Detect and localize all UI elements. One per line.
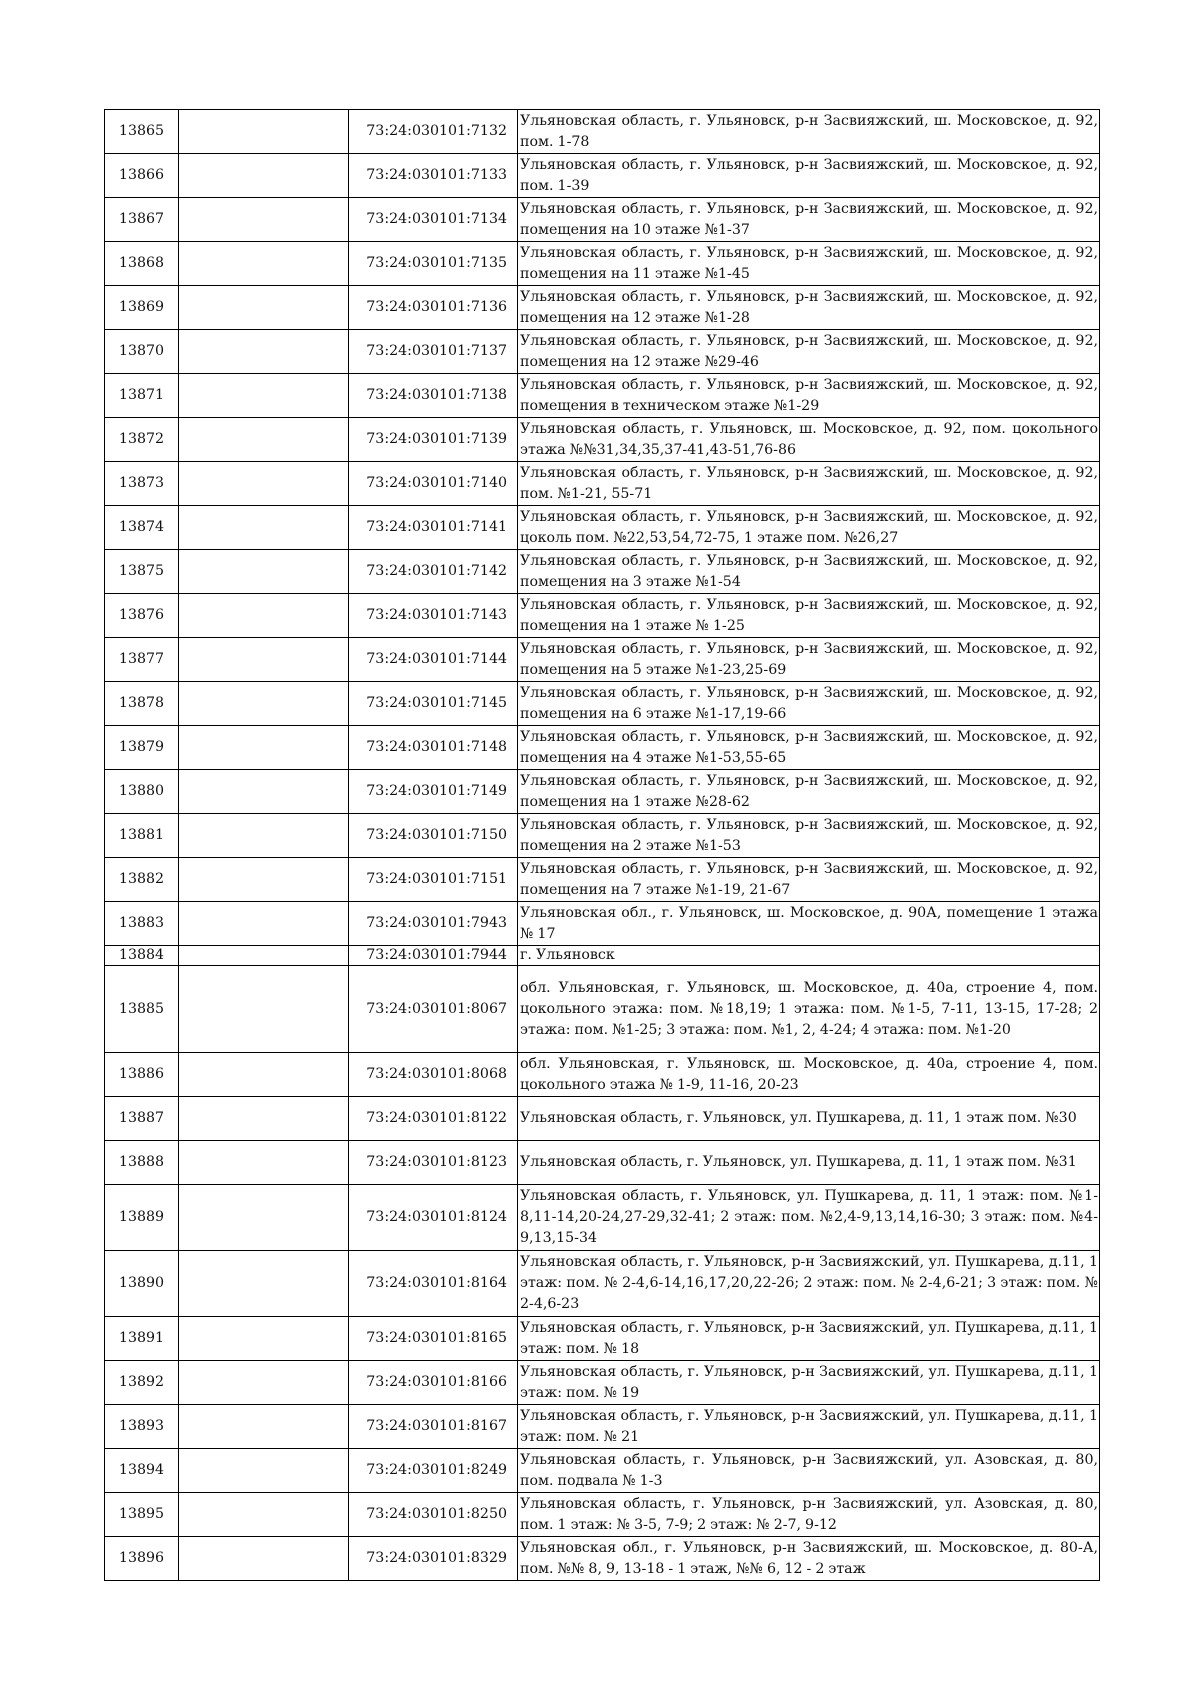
- empty-cell: [179, 1141, 349, 1185]
- table-row: [105, 946, 1100, 966]
- row-number-cell: 13884: [105, 946, 179, 966]
- table-row: [105, 462, 1100, 506]
- address-cell: Ульяновская обл., г. Ульяновск, ш. Московское, д. 90А, помещение 1 этажа № 17: [518, 902, 1100, 946]
- address-cell: Ульяновская область, г. Ульяновск, р-н Засвияжский, ул. Пушкарева, д.11, 1 этаж: пом. № 21: [518, 1405, 1100, 1449]
- row-number-cell: 13881: [105, 814, 179, 858]
- table-row: [105, 1361, 1100, 1405]
- address-cell: Ульяновская область, г. Ульяновск, р-н Засвияжский, ш. Московское, д. 92, пом. 1-78: [518, 110, 1100, 154]
- address-cell: Ульяновская область, г. Ульяновск, р-н Засвияжский, ул. Пушкарева, д.11, 1 этаж: пом. № 19: [518, 1361, 1100, 1405]
- cadastral-number-cell: 73:24:030101:8122: [349, 1097, 518, 1141]
- row-number-cell: 13874: [105, 506, 179, 550]
- cadastral-number-cell: 73:24:030101:7138: [349, 374, 518, 418]
- table-row: [105, 1251, 1100, 1317]
- table-row: [105, 1097, 1100, 1141]
- cadastral-number-cell: 73:24:030101:8166: [349, 1361, 518, 1405]
- row-number-cell: 13869: [105, 286, 179, 330]
- row-number-cell: 13871: [105, 374, 179, 418]
- cadastral-number-cell: 73:24:030101:8124: [349, 1185, 518, 1251]
- cadastral-number-cell: 73:24:030101:7151: [349, 858, 518, 902]
- row-number-cell: 13887: [105, 1097, 179, 1141]
- table-row: [105, 418, 1100, 462]
- table-row: [105, 242, 1100, 286]
- table-row: [105, 966, 1100, 1053]
- row-number-cell: 13865: [105, 110, 179, 154]
- row-number-cell: 13886: [105, 1053, 179, 1097]
- empty-cell: [179, 1097, 349, 1141]
- table-row: [105, 1053, 1100, 1097]
- cadastral-number-cell: 73:24:030101:7148: [349, 726, 518, 770]
- row-number-cell: 13893: [105, 1405, 179, 1449]
- table-row: [105, 1317, 1100, 1361]
- empty-cell: [179, 1405, 349, 1449]
- address-cell: Ульяновская область, г. Ульяновск, ул. Пушкарева, д. 11, 1 этаж: пом. №1-8,11-14,20-24,27-29,32-41; 2 этаж: пом. №2,4-9,13,14,16-30; 3 этаж: пом. №4-9,13,15-34: [518, 1185, 1100, 1251]
- empty-cell: [179, 242, 349, 286]
- row-number-cell: 13866: [105, 154, 179, 198]
- address-cell: Ульяновская область, г. Ульяновск, р-н Засвияжский, ш. Московское, д. 92, помещения на 1 этаже № 1-25: [518, 594, 1100, 638]
- cadastral-number-cell: 73:24:030101:7140: [349, 462, 518, 506]
- address-cell: Ульяновская область, г. Ульяновск, р-н Засвияжский, ш. Московское, д. 92, помещения на 7 этаже №1-19, 21-67: [518, 858, 1100, 902]
- row-number-cell: 13872: [105, 418, 179, 462]
- cadastral-number-cell: 73:24:030101:8249: [349, 1449, 518, 1493]
- table-row: [105, 1493, 1100, 1537]
- empty-cell: [179, 1537, 349, 1581]
- empty-cell: [179, 770, 349, 814]
- address-cell: Ульяновская область, г. Ульяновск, р-н Засвияжский, ул. Азовская, д. 80, пом. 1 этаж: № 3-5, 7-9; 2 этаж: № 2-7, 9-12: [518, 1493, 1100, 1537]
- row-number-cell: 13870: [105, 330, 179, 374]
- cadastral-number-cell: 73:24:030101:8250: [349, 1493, 518, 1537]
- address-cell: Ульяновская область, г. Ульяновск, р-н Засвияжский, ул. Пушкарева, д.11, 1 этаж: пом. № 18: [518, 1317, 1100, 1361]
- cadastral-number-cell: 73:24:030101:7150: [349, 814, 518, 858]
- row-number-cell: 13882: [105, 858, 179, 902]
- cadastral-number-cell: 73:24:030101:7143: [349, 594, 518, 638]
- table-row: [105, 682, 1100, 726]
- empty-cell: [179, 110, 349, 154]
- empty-cell: [179, 726, 349, 770]
- address-cell: обл. Ульяновская, г. Ульяновск, ш. Московское, д. 40а, строение 4, пом. цокольного этажа № 1-9, 11-16, 20-23: [518, 1053, 1100, 1097]
- row-number-cell: 13879: [105, 726, 179, 770]
- address-cell: обл. Ульяновская, г. Ульяновск, ш. Московское, д. 40а, строение 4, пом. цокольного этажа: пом. №18,19; 1 этажа: пом. №1-5, 7-11, 13-15, 17-28; 2 этажа: пом. №1-25; 3 этажа: пом. №1, 2, 4-24; 4 этажа: пом. №1-20: [518, 966, 1100, 1053]
- cadastral-number-cell: 73:24:030101:8123: [349, 1141, 518, 1185]
- row-number-cell: 13894: [105, 1449, 179, 1493]
- table-row: [105, 374, 1100, 418]
- table-row: [105, 1537, 1100, 1581]
- address-cell: Ульяновская область, г. Ульяновск, р-н Засвияжский, ш. Московское, д. 92, помещения на 1 этаже №28-62: [518, 770, 1100, 814]
- empty-cell: [179, 550, 349, 594]
- empty-cell: [179, 1185, 349, 1251]
- cadastral-number-cell: 73:24:030101:7145: [349, 682, 518, 726]
- table-row: [105, 198, 1100, 242]
- empty-cell: [179, 902, 349, 946]
- row-number-cell: 13892: [105, 1361, 179, 1405]
- row-number-cell: 13878: [105, 682, 179, 726]
- empty-cell: [179, 330, 349, 374]
- empty-cell: [179, 594, 349, 638]
- cadastral-number-cell: 73:24:030101:8329: [349, 1537, 518, 1581]
- address-cell: г. Ульяновск: [518, 946, 1100, 966]
- row-number-cell: 13873: [105, 462, 179, 506]
- cadastral-number-cell: 73:24:030101:8165: [349, 1317, 518, 1361]
- empty-cell: [179, 462, 349, 506]
- table-row: [105, 1405, 1100, 1449]
- cadastral-number-cell: 73:24:030101:7132: [349, 110, 518, 154]
- address-cell: Ульяновская область, г. Ульяновск, ш. Московское, д. 92, пом. цокольного этажа №№31,34,35,37-41,43-51,76-86: [518, 418, 1100, 462]
- cadastral-number-cell: 73:24:030101:7137: [349, 330, 518, 374]
- table-row: [105, 550, 1100, 594]
- cadastral-number-cell: 73:24:030101:8164: [349, 1251, 518, 1317]
- row-number-cell: 13885: [105, 966, 179, 1053]
- empty-cell: [179, 1317, 349, 1361]
- empty-cell: [179, 286, 349, 330]
- empty-cell: [179, 1449, 349, 1493]
- empty-cell: [179, 682, 349, 726]
- row-number-cell: 13880: [105, 770, 179, 814]
- cadastral-number-cell: 73:24:030101:7149: [349, 770, 518, 814]
- address-cell: Ульяновская область, г. Ульяновск, р-н Засвияжский, ш. Московское, д. 92, пом. 1-39: [518, 154, 1100, 198]
- row-number-cell: 13877: [105, 638, 179, 682]
- row-number-cell: 13896: [105, 1537, 179, 1581]
- table-row: [105, 154, 1100, 198]
- address-cell: Ульяновская область, г. Ульяновск, ул. Пушкарева, д. 11, 1 этаж пом. №30: [518, 1097, 1100, 1141]
- empty-cell: [179, 154, 349, 198]
- cadastral-number-cell: 73:24:030101:7943: [349, 902, 518, 946]
- address-cell: Ульяновская область, г. Ульяновск, р-н Засвияжский, ш. Московское, д. 92, цоколь пом. №22,53,54,72-75, 1 этаже пом. №26,27: [518, 506, 1100, 550]
- row-number-cell: 13868: [105, 242, 179, 286]
- table-row: [105, 1141, 1100, 1185]
- empty-cell: [179, 858, 349, 902]
- address-cell: Ульяновская область, г. Ульяновск, р-н Засвияжский, ул. Пушкарева, д.11, 1 этаж: пом. № 2-4,6-14,16,17,20,22-26; 2 этаж: пом. № 2-4,6-21; 3 этаж: пом. № 2-4,6-23: [518, 1251, 1100, 1317]
- address-cell: Ульяновская область, г. Ульяновск, р-н Засвияжский, ш. Московское, д. 92, помещения на 11 этаже №1-45: [518, 242, 1100, 286]
- empty-cell: [179, 1053, 349, 1097]
- row-number-cell: 13883: [105, 902, 179, 946]
- empty-cell: [179, 1361, 349, 1405]
- cadastral-number-cell: 73:24:030101:7141: [349, 506, 518, 550]
- cadastral-number-cell: 73:24:030101:7944: [349, 946, 518, 966]
- table-row: [105, 858, 1100, 902]
- empty-cell: [179, 638, 349, 682]
- address-cell: Ульяновская область, г. Ульяновск, р-н Засвияжский, ш. Московское, д. 92, помещения на 5 этаже №1-23,25-69: [518, 638, 1100, 682]
- empty-cell: [179, 506, 349, 550]
- address-cell: Ульяновская область, г. Ульяновск, р-н Засвияжский, ш. Московское, д. 92, помещения на 12 этаже №1-28: [518, 286, 1100, 330]
- address-cell: Ульяновская область, г. Ульяновск, р-н Засвияжский, ш. Московское, д. 92, помещения на 6 этаже №1-17,19-66: [518, 682, 1100, 726]
- cadastral-number-cell: 73:24:030101:8067: [349, 966, 518, 1053]
- empty-cell: [179, 418, 349, 462]
- cadastral-number-cell: 73:24:030101:7134: [349, 198, 518, 242]
- cadastral-number-cell: 73:24:030101:7142: [349, 550, 518, 594]
- cadastral-number-cell: 73:24:030101:7135: [349, 242, 518, 286]
- table-row: [105, 506, 1100, 550]
- row-number-cell: 13890: [105, 1251, 179, 1317]
- empty-cell: [179, 198, 349, 242]
- cadastral-number-cell: 73:24:030101:8068: [349, 1053, 518, 1097]
- empty-cell: [179, 966, 349, 1053]
- address-cell: Ульяновская обл., г. Ульяновск, р-н Засвияжский, ш. Московское, д. 80-А, пом. №№ 8, 9, 13-18 - 1 этаж, №№ 6, 12 - 2 этаж: [518, 1537, 1100, 1581]
- row-number-cell: 13875: [105, 550, 179, 594]
- table-row: [105, 330, 1100, 374]
- address-cell: Ульяновская область, г. Ульяновск, р-н Засвияжский, ул. Азовская, д. 80, пом. подвала № 1-3: [518, 1449, 1100, 1493]
- empty-cell: [179, 1493, 349, 1537]
- address-cell: Ульяновская область, г. Ульяновск, ул. Пушкарева, д. 11, 1 этаж пом. №31: [518, 1141, 1100, 1185]
- table-row: [105, 110, 1100, 154]
- address-cell: Ульяновская область, г. Ульяновск, р-н Засвияжский, ш. Московское, д. 92, помещения на 2 этаже №1-53: [518, 814, 1100, 858]
- table-row: [105, 726, 1100, 770]
- registry-table: [104, 109, 1100, 1581]
- address-cell: Ульяновская область, г. Ульяновск, р-н Засвияжский, ш. Московское, д. 92, помещения на 12 этаже №29-46: [518, 330, 1100, 374]
- table-row: [105, 770, 1100, 814]
- row-number-cell: 13889: [105, 1185, 179, 1251]
- empty-cell: [179, 946, 349, 966]
- address-cell: Ульяновская область, г. Ульяновск, р-н Засвияжский, ш. Московское, д. 92, пом. №1-21, 55-71: [518, 462, 1100, 506]
- row-number-cell: 13867: [105, 198, 179, 242]
- table-row: [105, 902, 1100, 946]
- address-cell: Ульяновская область, г. Ульяновск, р-н Засвияжский, ш. Московское, д. 92, помещения на 3 этаже №1-54: [518, 550, 1100, 594]
- empty-cell: [179, 814, 349, 858]
- table-row: [105, 638, 1100, 682]
- cadastral-number-cell: 73:24:030101:8167: [349, 1405, 518, 1449]
- cadastral-number-cell: 73:24:030101:7136: [349, 286, 518, 330]
- table-row: [105, 286, 1100, 330]
- address-cell: Ульяновская область, г. Ульяновск, р-н Засвияжский, ш. Московское, д. 92, помещения на 4 этаже №1-53,55-65: [518, 726, 1100, 770]
- row-number-cell: 13895: [105, 1493, 179, 1537]
- row-number-cell: 13891: [105, 1317, 179, 1361]
- address-cell: Ульяновская область, г. Ульяновск, р-н Засвияжский, ш. Московское, д. 92, помещения на 10 этаже №1-37: [518, 198, 1100, 242]
- address-cell: Ульяновская область, г. Ульяновск, р-н Засвияжский, ш. Московское, д. 92, помещения в техническом этаже №1-29: [518, 374, 1100, 418]
- empty-cell: [179, 374, 349, 418]
- cadastral-number-cell: 73:24:030101:7139: [349, 418, 518, 462]
- row-number-cell: 13876: [105, 594, 179, 638]
- table-row: [105, 1449, 1100, 1493]
- cadastral-number-cell: 73:24:030101:7144: [349, 638, 518, 682]
- row-number-cell: 13888: [105, 1141, 179, 1185]
- table-row: [105, 1185, 1100, 1251]
- cadastral-number-cell: 73:24:030101:7133: [349, 154, 518, 198]
- table-row: [105, 814, 1100, 858]
- table-row: [105, 594, 1100, 638]
- empty-cell: [179, 1251, 349, 1317]
